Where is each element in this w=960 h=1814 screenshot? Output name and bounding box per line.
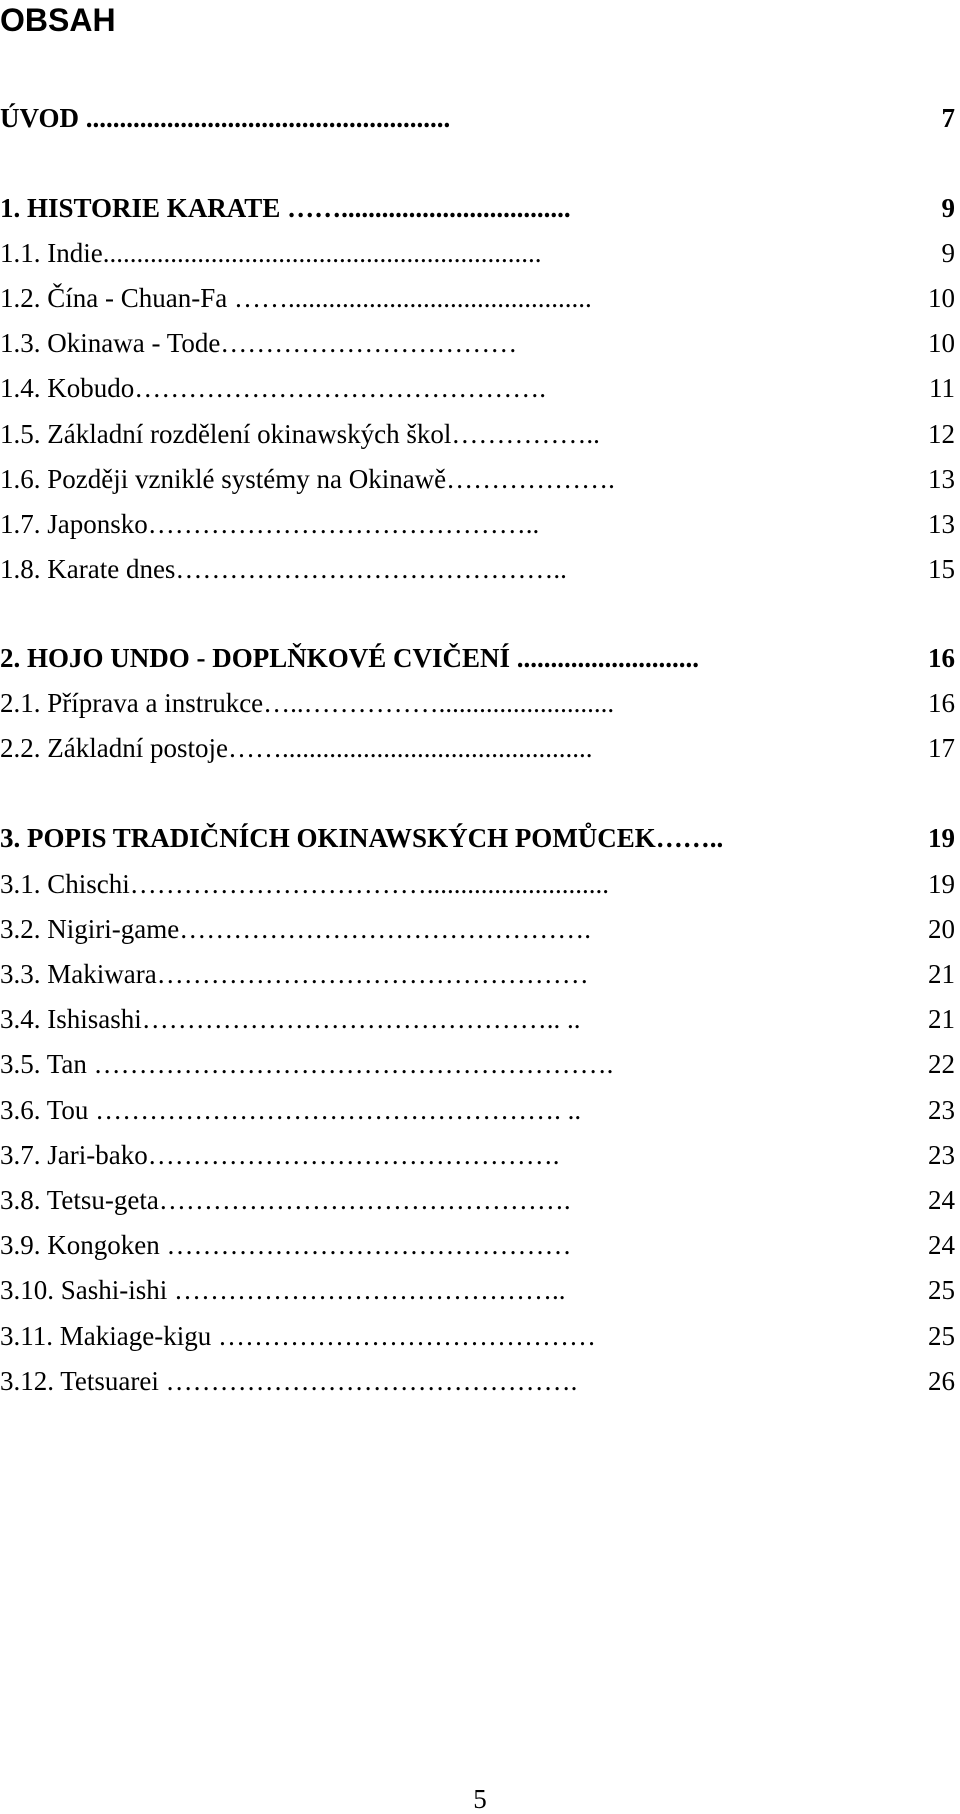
toc-entry-title: 3. POPIS TRADIČNÍCH OKINAWSKÝCH POMŮCEK…….. — [0, 823, 724, 853]
toc-entry-page: 16 — [928, 643, 955, 673]
toc-item — [0, 911, 955, 947]
toc-item — [0, 1227, 955, 1263]
toc-entry-title: 3.2. Nigiri-game………………………………………. — [0, 914, 591, 944]
toc-entry-title: 2. HOJO UNDO - DOPLŇKOVÉ CVIČENÍ ........................... — [0, 643, 700, 673]
toc-item — [0, 866, 955, 902]
toc-item — [0, 730, 955, 766]
toc-entry-page: 24 — [928, 1185, 955, 1215]
toc-item — [0, 956, 955, 992]
toc-entry-page: 26 — [928, 1366, 955, 1396]
toc-item — [0, 1272, 955, 1308]
toc-item — [0, 1137, 955, 1173]
toc-entry-title: 1.5. Základní rozdělení okinawských škol…………….. — [0, 419, 600, 449]
toc-item — [0, 416, 955, 452]
toc-entry-title: 3.3. Makiwara………………………………………… — [0, 959, 589, 989]
toc-entry-title: 3.1. Chischi……………………………........................... — [0, 869, 610, 899]
toc-entry-page: 7 — [941, 103, 955, 133]
toc-intro — [0, 100, 955, 136]
toc-entry-page: 23 — [928, 1095, 955, 1125]
toc-item — [0, 1182, 955, 1218]
toc-chapter-2-heading — [0, 640, 955, 676]
toc-entry-title: 1.1. Indie................................................................. — [0, 238, 542, 268]
toc-item — [0, 325, 955, 361]
toc-entry-page: 19 — [928, 869, 955, 899]
toc-entry-page: 19 — [928, 823, 955, 853]
toc-entry-page: 9 — [941, 238, 955, 268]
toc-entry-title: 1.8. Karate dnes…………………………………….. — [0, 554, 567, 584]
toc-entry-title: 3.9. Kongoken ……………………………………… — [0, 1230, 572, 1260]
toc-item — [0, 370, 955, 406]
toc-entry-title: 1.2. Čína - Chuan-Fa ……............................................. — [0, 283, 592, 313]
toc-entry-title: 3.10. Sashi-ishi …………………………………….. — [0, 1275, 566, 1305]
toc-entry-title: 1. HISTORIE KARATE …….................................. — [0, 193, 571, 223]
toc-entry-page: 13 — [928, 509, 955, 539]
toc-entry-page: 21 — [928, 1004, 955, 1034]
toc-entry-title: 3.6. Tou ……………………………………………. .. — [0, 1095, 582, 1125]
toc-entry-page: 24 — [928, 1230, 955, 1260]
toc-entry-page: 23 — [928, 1140, 955, 1170]
toc-entry-page: 16 — [928, 688, 955, 718]
toc-entry-title: 3.11. Makiage-kigu …………………………………… — [0, 1321, 596, 1351]
toc-item — [0, 551, 955, 587]
toc-entry-title: 1.4. Kobudo………………………………………. — [0, 373, 546, 403]
toc-item — [0, 685, 955, 721]
toc-entry-page: 13 — [928, 464, 955, 494]
toc-entry-title: 1.6. Později vzniklé systémy na Okinawě………………. — [0, 464, 615, 494]
toc-entry-page: 9 — [941, 193, 955, 223]
toc-item — [0, 1046, 955, 1082]
toc-entry-page: 22 — [928, 1049, 955, 1079]
toc-entry-page: 11 — [929, 373, 955, 403]
toc-entry-title: 1.3. Okinawa - Tode…………………………… — [0, 328, 518, 358]
toc-entry-page: 25 — [928, 1321, 955, 1351]
toc-entry-title: 3.5. Tan …………………………………………………. — [0, 1049, 614, 1079]
page-title: OBSAH — [0, 2, 116, 38]
toc-entry-page: 25 — [928, 1275, 955, 1305]
toc-entry-page: 21 — [928, 959, 955, 989]
toc-chapter-3-heading — [0, 820, 955, 856]
toc-entry-page: 10 — [928, 328, 955, 358]
toc-entry-page: 10 — [928, 283, 955, 313]
toc-entry-page: 20 — [928, 914, 955, 944]
toc-item — [0, 1363, 955, 1399]
toc-entry-title: 1.7. Japonsko…………………………………….. — [0, 509, 540, 539]
toc-item — [0, 506, 955, 542]
toc-item — [0, 1092, 955, 1128]
toc-entry-title: 3.12. Tetsuarei ………………………………………. — [0, 1366, 578, 1396]
toc-item — [0, 280, 955, 316]
toc-item — [0, 235, 955, 271]
toc-entry-title: 2.1. Příprava a instrukce…..…………….......................... — [0, 688, 615, 718]
toc-entry-title: ÚVOD ...................................................... — [0, 103, 451, 133]
toc-entry-title: 3.4. Ishisashi……………………………………….. .. — [0, 1004, 581, 1034]
toc-entry-page: 17 — [928, 733, 955, 763]
toc-entry-title: 2.2. Základní postoje…….............................................. — [0, 733, 593, 763]
toc-entry-title: 3.8. Tetsu-geta………………………………………. — [0, 1185, 571, 1215]
page-number: 5 — [473, 1784, 487, 1814]
toc-entry-page: 12 — [928, 419, 955, 449]
toc-item — [0, 1001, 955, 1037]
toc-item — [0, 1318, 955, 1354]
toc-item — [0, 461, 955, 497]
toc-chapter-1-heading — [0, 190, 955, 226]
toc-entry-page: 15 — [928, 554, 955, 584]
toc-entry-title: 3.7. Jari-bako………………………………………. — [0, 1140, 560, 1170]
